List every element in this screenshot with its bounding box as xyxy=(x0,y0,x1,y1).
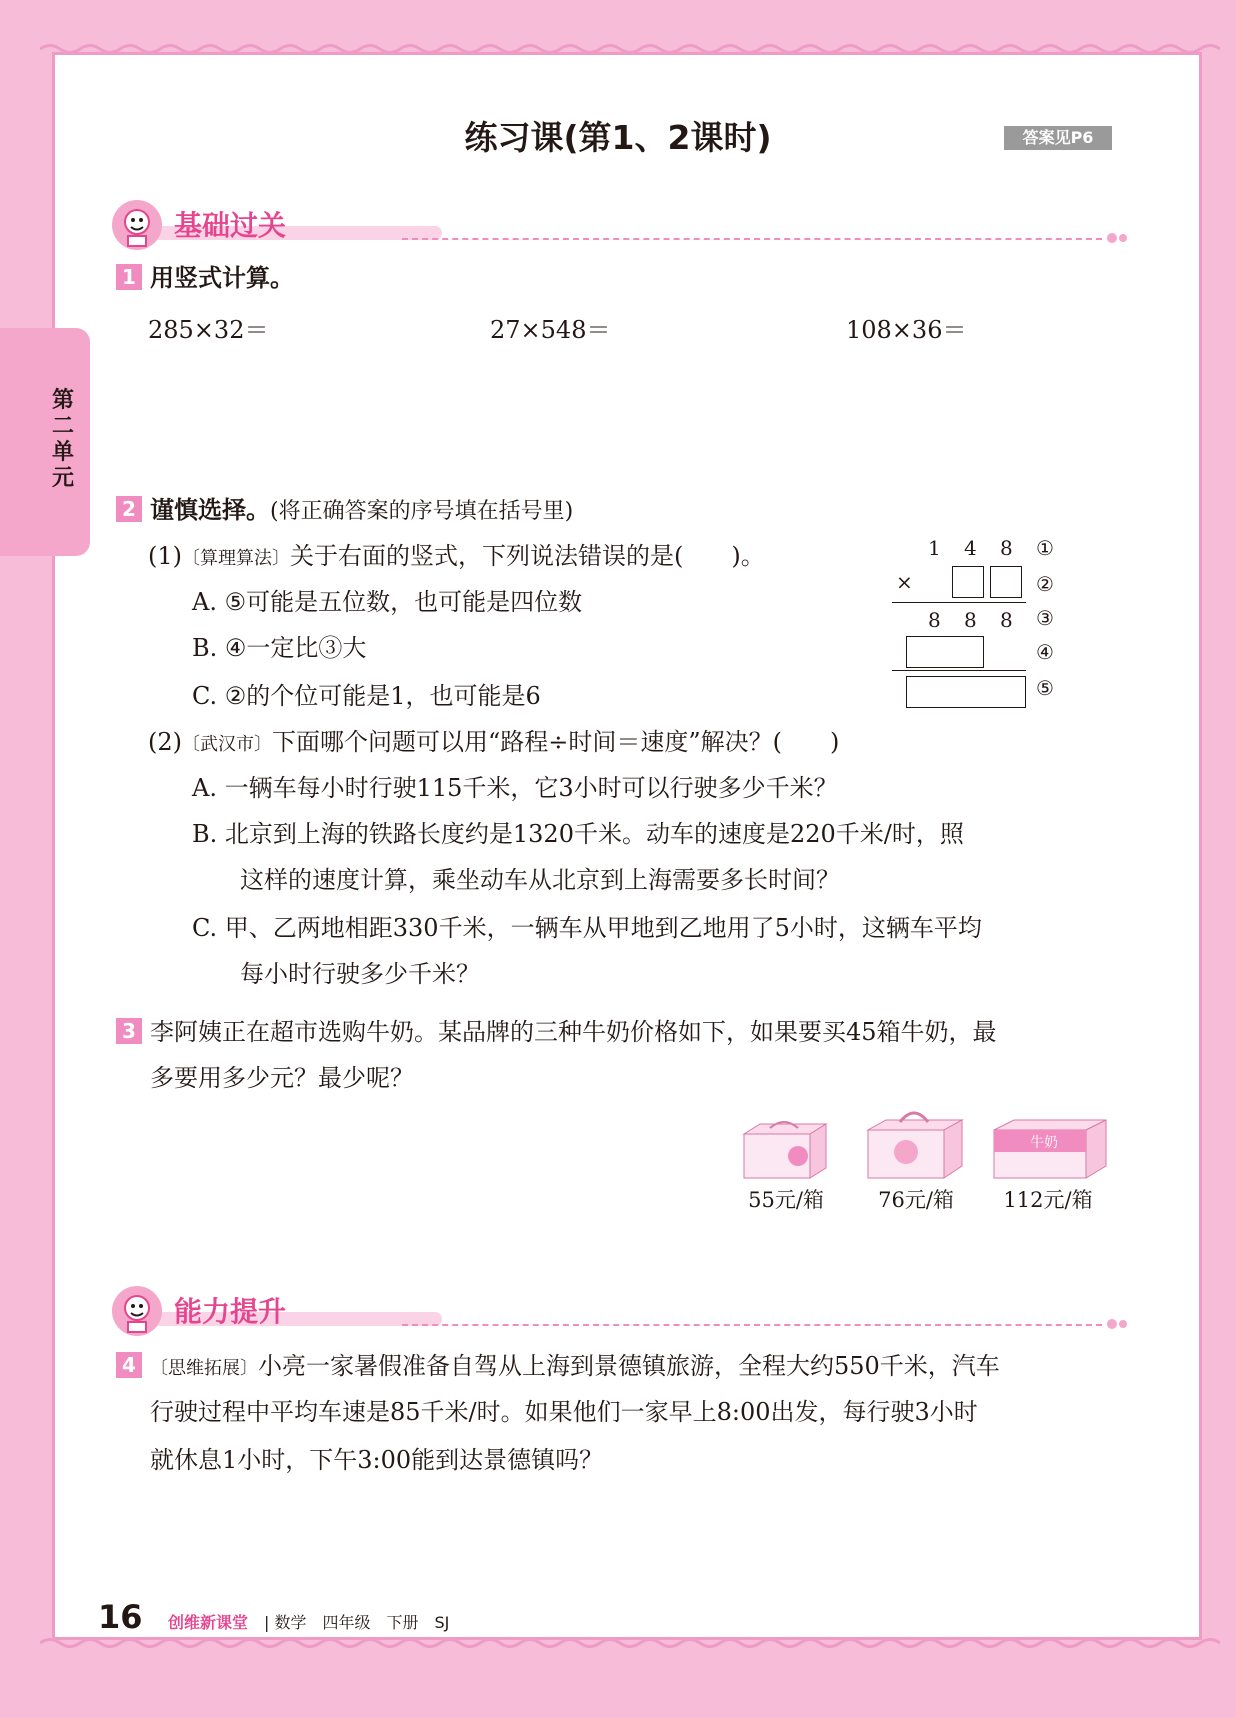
section-title-basic: 基础过关 xyxy=(174,209,287,242)
question-4-line-2: 行驶过程中平均车速是85千米/时。如果他们一家早上8:00出发，每行驶3小时 xyxy=(150,1398,978,1426)
q2-part1-option-a: A. ⑤可能是五位数，也可能是四位数 xyxy=(192,588,583,616)
mascot-icon xyxy=(112,1286,162,1336)
unit-side-tab-label: 第二单元 xyxy=(52,388,75,491)
q2-part2-option-a: A. 一辆车每小时行驶115千米，它3小时可以行驶多少千米？ xyxy=(192,774,838,802)
section-title-ability: 能力提升 xyxy=(174,1295,287,1328)
price-1: 55元/箱 xyxy=(748,1188,824,1212)
product-box xyxy=(906,676,1026,708)
partial-product-box xyxy=(906,636,984,668)
footer-brand: 创维新课堂 xyxy=(168,1613,249,1632)
q2-part2-stem: (2)〔武汉市〕下面哪个问题可以用“路程÷时间＝速度”解决？( ) xyxy=(148,728,840,756)
section-header-basic xyxy=(112,196,1122,252)
price-3: 112元/箱 xyxy=(1003,1188,1093,1212)
question-4-line-1: 4 〔思维拓展〕小亮一家暑假准备自驾从上海到景德镇旅游，全程大约550千米，汽车 xyxy=(116,1350,1000,1385)
price-2: 76元/箱 xyxy=(878,1188,954,1212)
q2-part2-option-c-cont: 每小时行驶多少千米？ xyxy=(240,960,480,988)
milk-box-1-icon xyxy=(740,1118,830,1182)
q2-part1-option-c: C. ②的个位可能是1，也可能是6 xyxy=(192,682,541,710)
q2-part1-stem: (1)〔算理算法〕关于右面的竖式，下列说法错误的是( )。 xyxy=(148,542,765,570)
blank-digit-box xyxy=(952,566,984,598)
milk-box-3-icon xyxy=(990,1114,1110,1182)
decor-dots-icon xyxy=(1106,1316,1130,1332)
section-header-ability xyxy=(112,1282,1122,1338)
mascot-icon xyxy=(112,200,162,250)
question-2-heading: 2 谨慎选择。(将正确答案的序号填在括号里) xyxy=(116,494,573,528)
question-number-3: 3 xyxy=(116,1018,142,1044)
q2-part2-option-c: C. 甲、乙两地相距330千米，一辆车从甲地到乙地用了5小时，这辆车平均 xyxy=(192,914,982,942)
answer-reference-badge: 答案见P6 xyxy=(1004,126,1112,150)
milk-box-2-icon xyxy=(864,1108,968,1182)
decor-dots-icon xyxy=(1106,230,1130,246)
question-1-heading: 1 用竖式计算。 xyxy=(116,262,294,294)
blank-digit-box xyxy=(990,566,1022,598)
q2-part2-option-b-cont: 这样的速度计算，乘坐动车从北京到上海需要多长时间？ xyxy=(240,866,840,894)
question-number-2: 2 xyxy=(116,496,142,522)
question-number-1: 1 xyxy=(116,264,142,290)
page-footer xyxy=(98,1598,450,1636)
q2-part1-option-b: B. ④一定比③大 xyxy=(192,634,367,662)
footer-book-info: | 数学 四年级 下册 SJ xyxy=(264,1613,450,1632)
question-number-4: 4 xyxy=(116,1352,142,1378)
milk-box-3-label: 牛奶 xyxy=(1030,1135,1058,1151)
calc-item-3: 108×36＝ xyxy=(846,316,967,344)
calc-item-1: 285×32＝ xyxy=(148,316,269,344)
question-3-line-1: 3 李阿姨正在超市选购牛奶。某品牌的三种牛奶价格如下，如果要买45箱牛奶，最 xyxy=(116,1016,997,1048)
page-number: 16 xyxy=(98,1598,143,1636)
vertical-multiplication-diagram: 1 4 8 × 8 8 8 ① ② ③ ④ ⑤ xyxy=(890,536,1070,716)
calc-item-2: 27×548＝ xyxy=(490,316,611,344)
unit-side-tab xyxy=(0,328,90,556)
question-3-line-2: 多要用多少元？最少呢？ xyxy=(150,1064,414,1092)
question-4-line-3: 就休息1小时，下午3:00能到达景德镇吗？ xyxy=(150,1446,604,1474)
page-title: 练习课(第1、2课时) xyxy=(464,118,772,157)
q2-part2-option-b: B. 北京到上海的铁路长度约是1320千米。动车的速度是220千米/时，照 xyxy=(192,820,964,848)
